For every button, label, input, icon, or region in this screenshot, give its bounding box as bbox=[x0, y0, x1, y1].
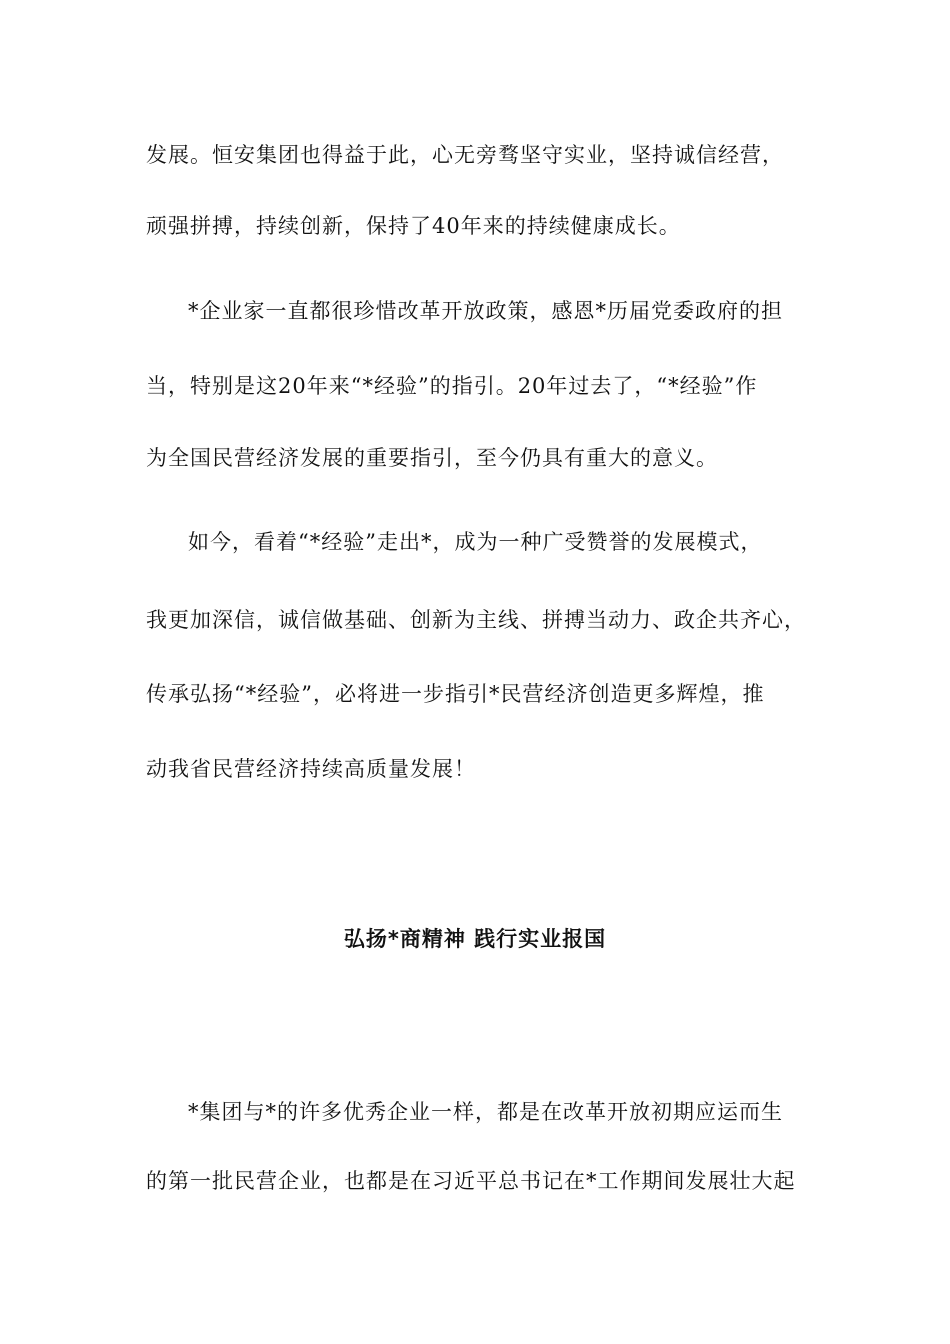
paragraph-line: 动我省民营经济持续高质量发展！ bbox=[146, 757, 476, 781]
paragraph-line: *企业家一直都很珍惜改革开放政策，感恩*历届党委政府的担 bbox=[188, 299, 783, 323]
paragraph-line: 的第一批民营企业，也都是在习近平总书记在*工作期间发展壮大起 bbox=[146, 1169, 796, 1193]
paragraph-line: 传承弘扬“*经验”，必将进一步指引*民营经济创造更多辉煌，推 bbox=[146, 682, 765, 706]
paragraph-line: 如今，看着“*经验”走出*，成为一种广受赞誉的发展模式， bbox=[188, 530, 763, 554]
section-title: 弘扬*商精神 践行实业报国 bbox=[343, 927, 607, 951]
paragraph-line: 发展。恒安集团也得益于此，心无旁骛坚守实业，坚持诚信经营， bbox=[146, 143, 784, 167]
paragraph-line: 当，特别是这20年来“*经验”的指引。20年过去了，“*经验”作 bbox=[146, 374, 758, 398]
paragraph-line: *集团与*的许多优秀企业一样，都是在改革开放初期应运而生 bbox=[188, 1100, 783, 1124]
paragraph-line: 顽强拼搏，持续创新，保持了40年来的持续健康成长。 bbox=[146, 214, 681, 238]
paragraph-line: 我更加深信，诚信做基础、创新为主线、拼搏当动力、政企共齐心， bbox=[146, 608, 806, 632]
paragraph-line: 为全国民营经济发展的重要指引，至今仍具有重大的意义。 bbox=[146, 446, 718, 470]
